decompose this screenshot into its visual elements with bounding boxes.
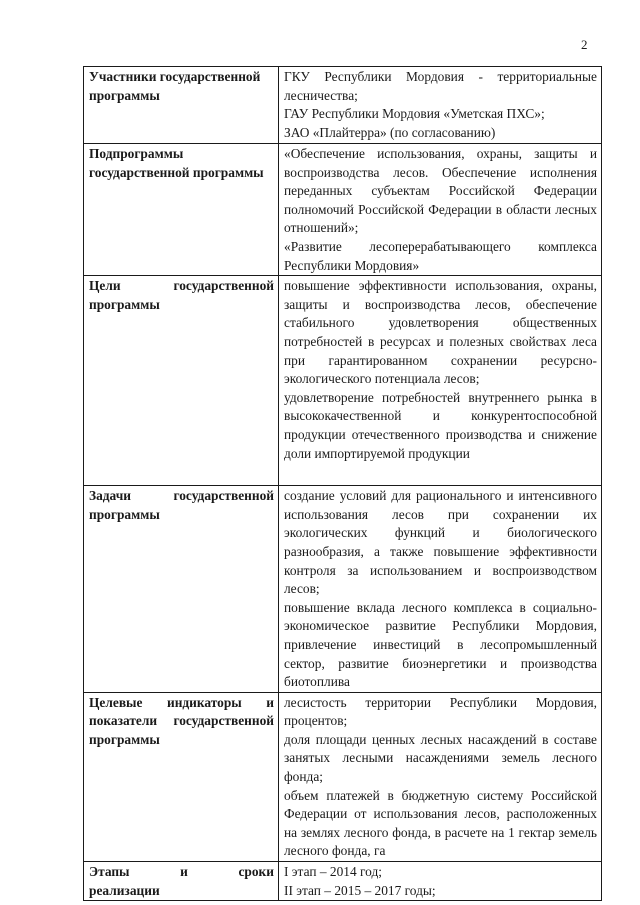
value-paragraph: II этап – 2015 – 2017 годы; [284, 882, 436, 898]
label-word: Этапы [89, 864, 130, 880]
value-paragraph: создание условий для рационального и интенсивного использования лесов при сохранении их экологических функций и биологического разнообразия, а также повышение эффективности контроля за использованием и воспроизводством лесов; [284, 488, 597, 597]
table-row-stages [84, 862, 602, 901]
program-passport-table [83, 66, 602, 901]
row-value [279, 486, 602, 693]
value-paragraph: ГАУ Республики Мордовия «Уметская ПХС»; [284, 106, 545, 122]
label-word: сроки [238, 864, 274, 880]
value-paragraph: объем платежей в бюджетную систему Российской Федерации от использования лесов, расположенных на землях лесного фонда, в расчете на 1 гектар земель лесного фонда, га [284, 787, 597, 859]
value-paragraph: удовлетворение потребностей внутреннего рынка в высококачественной и конкурентоспособной продукции отечественного производства и снижение доли импортируемой продукции [284, 389, 597, 461]
value-paragraph: ЗАО «Плайтерра» (по согласованию) [284, 124, 496, 140]
row-label: Задачи государственной программы [84, 486, 279, 693]
table-row-goals [84, 276, 602, 486]
row-label: Цели государственной программы [84, 276, 279, 486]
value-paragraph: «Обеспечение использования, охраны, защиты и воспроизводства лесов. Обеспечение исполнения переданных субъектам Российской Федерации полномочий Российской Федерации в области лесных отношений»; [284, 146, 597, 236]
value-paragraph: ГКУ Республики Мордовия - территориальные лесничества; [284, 69, 597, 103]
row-value [279, 276, 602, 486]
row-label: Подпрограммы государственной программы [84, 144, 279, 276]
row-label: Участники государственной программы [84, 67, 279, 144]
label-tail: реализации [89, 882, 160, 898]
row-label: Целевые индикаторы и показатели государственной программы [84, 692, 279, 861]
row-value [279, 67, 602, 144]
row-value [279, 144, 602, 276]
row-label-first-line [89, 863, 274, 882]
value-paragraph: «Развитие лесоперерабатывающего комплекса Республики Мордовия» [284, 238, 597, 273]
table-row-indicators [84, 692, 602, 861]
value-paragraph: лесистость территории Республики Мордовия, процентов; [284, 694, 597, 729]
value-paragraph: повышение эффективности использования, охраны, защиты и воспроизводства лесов, обеспечение стабильного удовлетворения общественных потребностей в ресурсах и полезных свойствах леса при гарантированном сохранении ресурсно-экологического потенциала лесов; [284, 278, 597, 387]
row-value [279, 862, 602, 901]
value-paragraph: доля площади ценных лесных насаждений в составе занятых лесными насаждениями земель лесного фонда; [284, 731, 597, 785]
label-word: и [180, 864, 188, 880]
row-label [84, 862, 279, 901]
value-paragraph: повышение вклада лесного комплекса в социально-экономическое развитие Республики Мордовия, привлечение инвестиций в лесопромышленный сектор, развитие биоэнергетики и производства биотоплива [284, 599, 597, 690]
table-row-tasks [84, 486, 602, 693]
table-row-subprograms [84, 144, 602, 276]
row-value [279, 692, 602, 861]
table-row-participants [84, 67, 602, 144]
page-number: 2 [581, 37, 588, 52]
value-paragraph: I этап – 2014 год; [284, 864, 383, 880]
